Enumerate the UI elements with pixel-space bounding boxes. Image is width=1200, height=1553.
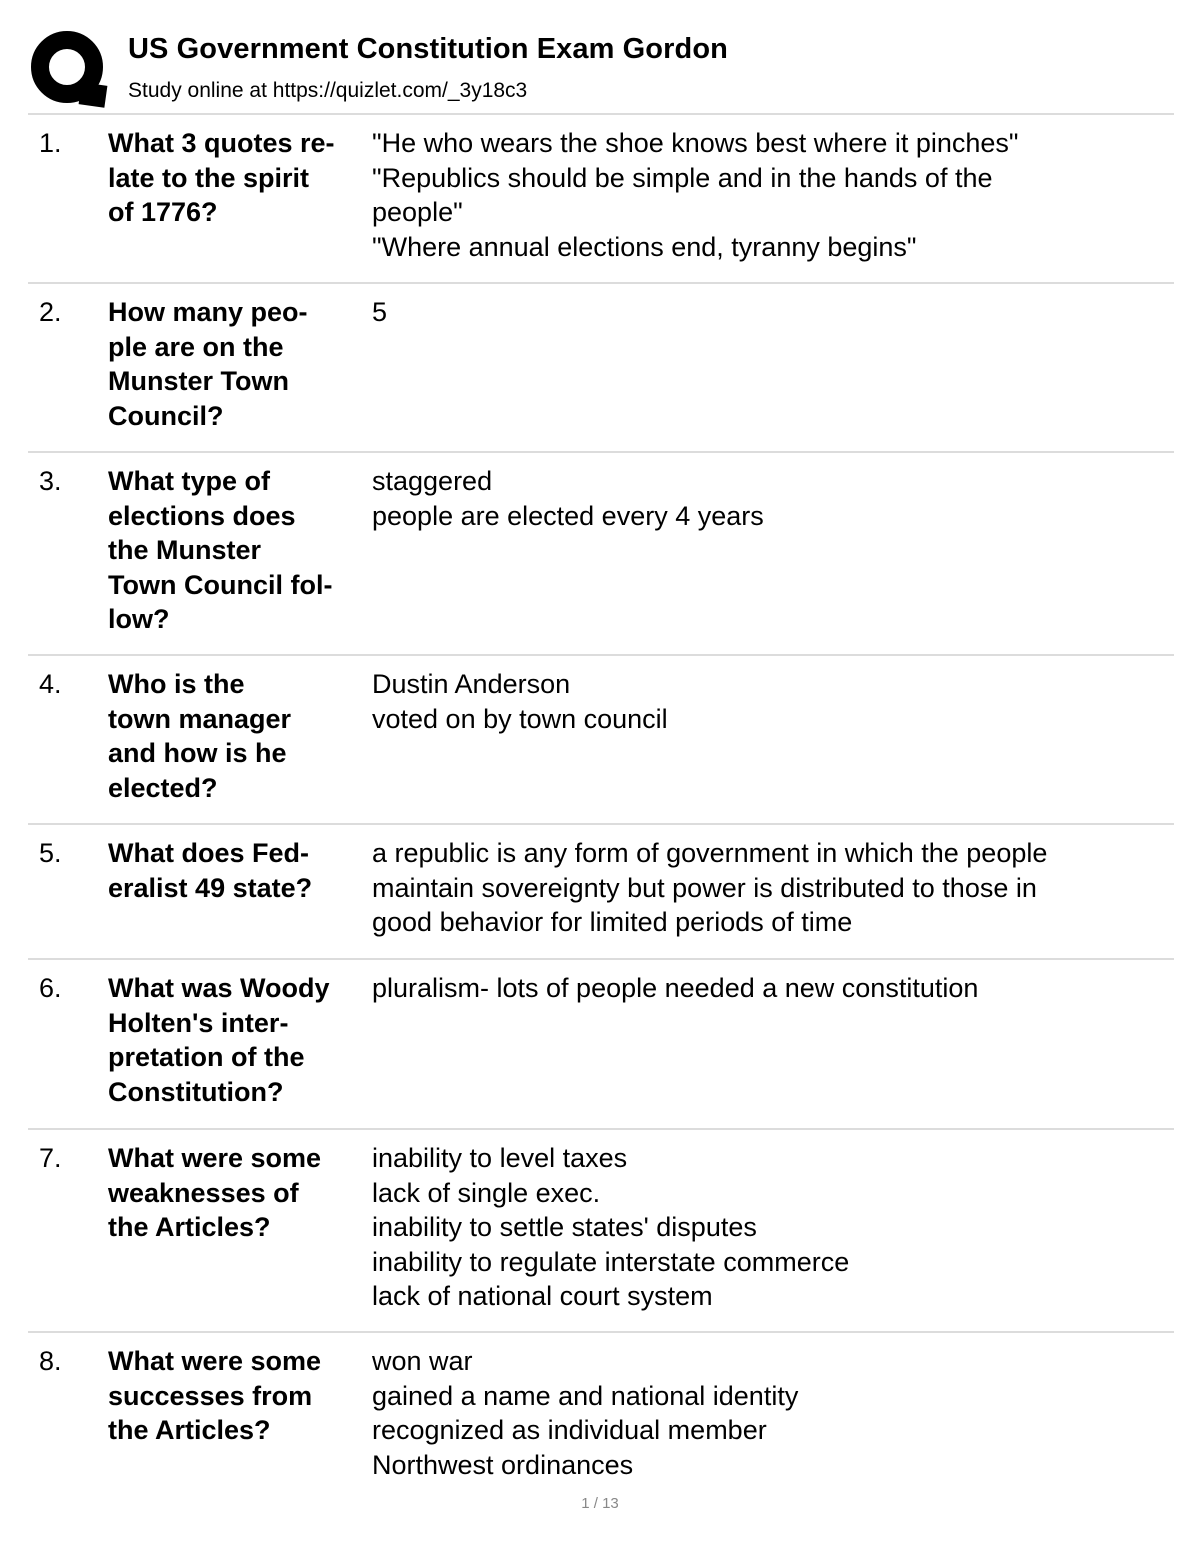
answer-line: maintain sovereignty but power is distributed to those in xyxy=(372,872,1037,903)
answer-line: lack of national court system xyxy=(372,1281,713,1311)
question-line: weaknesses of xyxy=(108,1177,299,1208)
question-line: Munster Town xyxy=(108,366,289,396)
question-line: pretation of the xyxy=(108,1042,305,1072)
document-title: US Government Constitution Exam Gordon xyxy=(128,33,728,65)
card-number: 1. xyxy=(39,128,62,158)
answer-line: inability to level taxes xyxy=(372,1143,628,1173)
card-question xyxy=(108,1344,368,1448)
answer-line: won war xyxy=(372,1346,473,1376)
question-line: Who is the xyxy=(108,669,245,699)
page-header xyxy=(28,28,1174,114)
card-question xyxy=(108,464,368,637)
divider xyxy=(28,113,1174,115)
card-question xyxy=(108,126,368,230)
card-number: 6. xyxy=(39,973,62,1003)
question-line: and how is he xyxy=(108,738,287,768)
answer-line: gained a name and national identity xyxy=(372,1380,799,1411)
question-line: How many peo- xyxy=(108,297,308,327)
card-question xyxy=(108,1141,368,1245)
page-number: 1 / 13 xyxy=(581,1495,619,1512)
answer-line: "He who wears the shoe knows best where it pinches" xyxy=(372,128,1019,158)
question-line: What were some xyxy=(108,1346,322,1376)
divider xyxy=(28,282,1174,284)
question-line: of 1776? xyxy=(108,197,218,227)
answer-line: pluralism- lots of people needed a new constitution xyxy=(372,973,979,1003)
card-answer xyxy=(372,1344,1172,1482)
quizlet-q-logo-icon xyxy=(30,30,108,108)
answer-line: Dustin Anderson xyxy=(372,669,571,699)
answer-line: recognized as individual member xyxy=(372,1415,767,1445)
card-answer xyxy=(372,464,1172,533)
answer-line: inability to settle states' disputes xyxy=(372,1212,757,1242)
question-line: Council? xyxy=(108,400,224,431)
card-number: 2. xyxy=(39,297,62,327)
card-question xyxy=(108,295,368,433)
answer-line: good behavior for limited periods of time xyxy=(372,907,853,937)
question-line: eralist 49 state? xyxy=(108,872,313,903)
card-number: 7. xyxy=(39,1143,62,1173)
study-link-text: Study online at https://quizlet.com/_3y18c3 xyxy=(128,79,528,102)
divider xyxy=(28,654,1174,656)
card-answer xyxy=(372,667,1172,736)
question-line: low? xyxy=(108,604,170,634)
answer-line: a republic is any form of government in which the people xyxy=(372,838,1048,868)
question-line: late to the spirit xyxy=(108,162,310,193)
card-number: 4. xyxy=(39,669,62,699)
question-line: Town Council fol- xyxy=(108,569,333,600)
divider xyxy=(28,958,1174,960)
divider xyxy=(28,1128,1174,1130)
card-answer xyxy=(372,126,1172,264)
question-line: What does Fed- xyxy=(108,838,309,868)
question-line: Constitution? xyxy=(108,1076,284,1107)
card-number: 3. xyxy=(39,466,62,496)
answer-line: people are elected every 4 years xyxy=(372,500,764,531)
card-answer xyxy=(372,1141,1172,1314)
card-answer xyxy=(372,836,1172,940)
answer-line: people" xyxy=(372,197,463,227)
card-answer xyxy=(372,971,1172,1006)
question-line: What 3 quotes re- xyxy=(108,128,335,158)
divider xyxy=(28,1331,1174,1333)
question-line: the Articles? xyxy=(108,1415,271,1445)
question-line: What were some xyxy=(108,1143,322,1173)
card-answer xyxy=(372,295,1172,330)
question-line: Holten's inter- xyxy=(108,1007,289,1038)
question-line: What type of xyxy=(108,466,270,496)
card-question xyxy=(108,667,368,805)
card-number: 5. xyxy=(39,838,62,868)
answer-line: Northwest ordinances xyxy=(372,1449,634,1480)
question-line: elections does xyxy=(108,500,296,531)
question-line: town manager xyxy=(108,703,292,734)
question-line: the Munster xyxy=(108,535,262,565)
answer-line: inability to regulate interstate commerce xyxy=(372,1246,850,1277)
divider xyxy=(28,451,1174,453)
answer-line: lack of single exec. xyxy=(372,1177,601,1208)
question-line: elected? xyxy=(108,772,218,803)
question-line: successes from xyxy=(108,1380,313,1411)
question-line: What was Woody xyxy=(108,973,330,1003)
card-number: 8. xyxy=(39,1346,62,1376)
divider xyxy=(28,823,1174,825)
answer-line: staggered xyxy=(372,466,493,496)
question-line: the Articles? xyxy=(108,1212,271,1242)
card-question xyxy=(108,836,368,905)
question-line: ple are on the xyxy=(108,331,284,362)
answer-line: "Republics should be simple and in the hands of the xyxy=(372,162,993,193)
card-question xyxy=(108,971,368,1109)
answer-line: voted on by town council xyxy=(372,703,668,734)
answer-line: 5 xyxy=(372,297,388,327)
answer-line: "Where annual elections end, tyranny begins" xyxy=(372,231,917,262)
